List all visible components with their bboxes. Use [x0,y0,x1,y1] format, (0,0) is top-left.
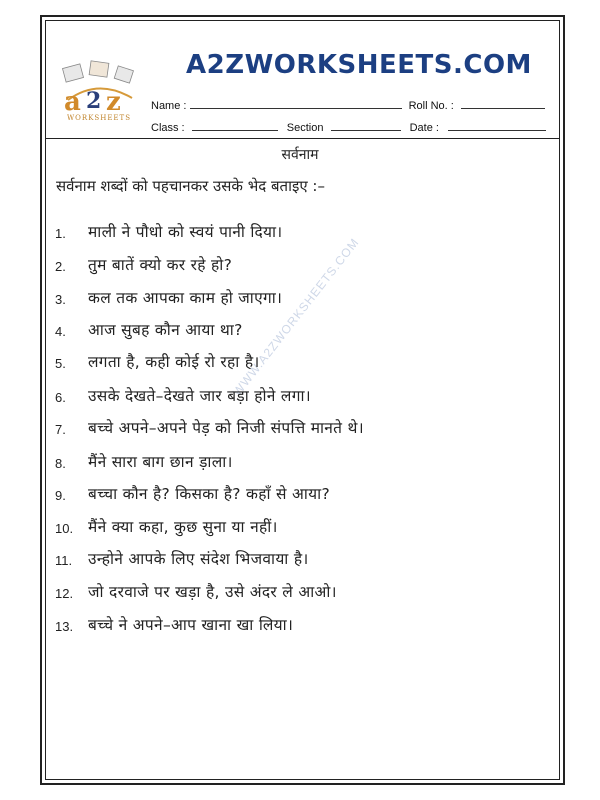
question-text: उसके देखते–देखते जार बड़ा होने लगा। [88,387,311,405]
rollno-label: Roll No. : [408,100,454,112]
question-number: 8. [55,456,66,471]
name-field[interactable] [190,98,402,109]
section-label: Section [286,122,324,134]
worksheet-instruction: सर्वनाम शब्दों को पहचानकर उसके भेद बताइए :– [56,177,325,195]
class-field[interactable] [192,120,278,131]
question-number: 12. [55,586,74,601]
student-info-row-2 [151,120,546,134]
question-text: बच्चे ने अपने–आप खाना खा लिया। [88,616,294,634]
worksheet-topic: सर्वनाम [281,147,319,163]
question-text: जो दरवाजे पर खड़ा है, उसे अंदर ले आओ। [88,583,337,601]
rollno-field[interactable] [461,98,545,109]
watermark: WWW.A2ZWORKSHEETS.COM [230,235,362,399]
date-field[interactable] [448,120,546,131]
question-text: माली ने पौधो को स्वयं पानी दिया। [88,223,283,241]
question-text: कल तक आपका काम हो जाएगा। [88,289,283,307]
question-number: 13. [55,619,74,634]
question-text: आज सुबह कौन आया था? [88,321,243,339]
question-text: बच्चे अपने–अपने पेड़ को निजी संपत्ति मानते थे। [88,419,364,437]
class-label: Class : [151,122,185,134]
question-number: 11. [55,553,73,568]
question-text: उन्होने आपके लिए संदेश भिजवाया है। [88,550,309,568]
question-text: मैंने सारा बाग छान ड़ाला। [88,453,233,471]
section-field[interactable] [331,120,401,131]
svg-text:a: a [64,87,81,116]
site-logo [58,58,140,128]
header-divider [45,138,560,139]
name-label: Name : [151,100,187,112]
question-number: 5. [55,356,66,371]
question-number: 7. [55,422,66,437]
question-number: 2. [55,259,66,274]
svg-text:z: z [106,87,121,116]
logo-subtext: WORKSHEETS [66,114,132,122]
question-text: बच्चा कौन है? किसका है? कहाँ से आया? [88,485,330,503]
question-text: तुम बातें क्यो कर रहे हो? [88,256,233,274]
question-number: 10. [55,521,74,536]
question-number: 6. [55,390,66,405]
question-number: 1. [55,226,66,241]
logo-graphic-icon [58,58,140,116]
question-text: मैंने क्या कहा, कुछ सुना या नहीं। [88,518,278,536]
date-label: Date : [409,122,439,134]
svg-text:2: 2 [86,88,102,114]
site-title: A2ZWORKSHEETS.COM [186,50,532,80]
question-number: 9. [55,488,66,503]
student-info-row-1 [151,98,545,112]
question-number: 4. [55,324,66,339]
question-text: लगता है, कही कोई रो रहा है। [88,353,260,371]
question-number: 3. [55,292,66,307]
